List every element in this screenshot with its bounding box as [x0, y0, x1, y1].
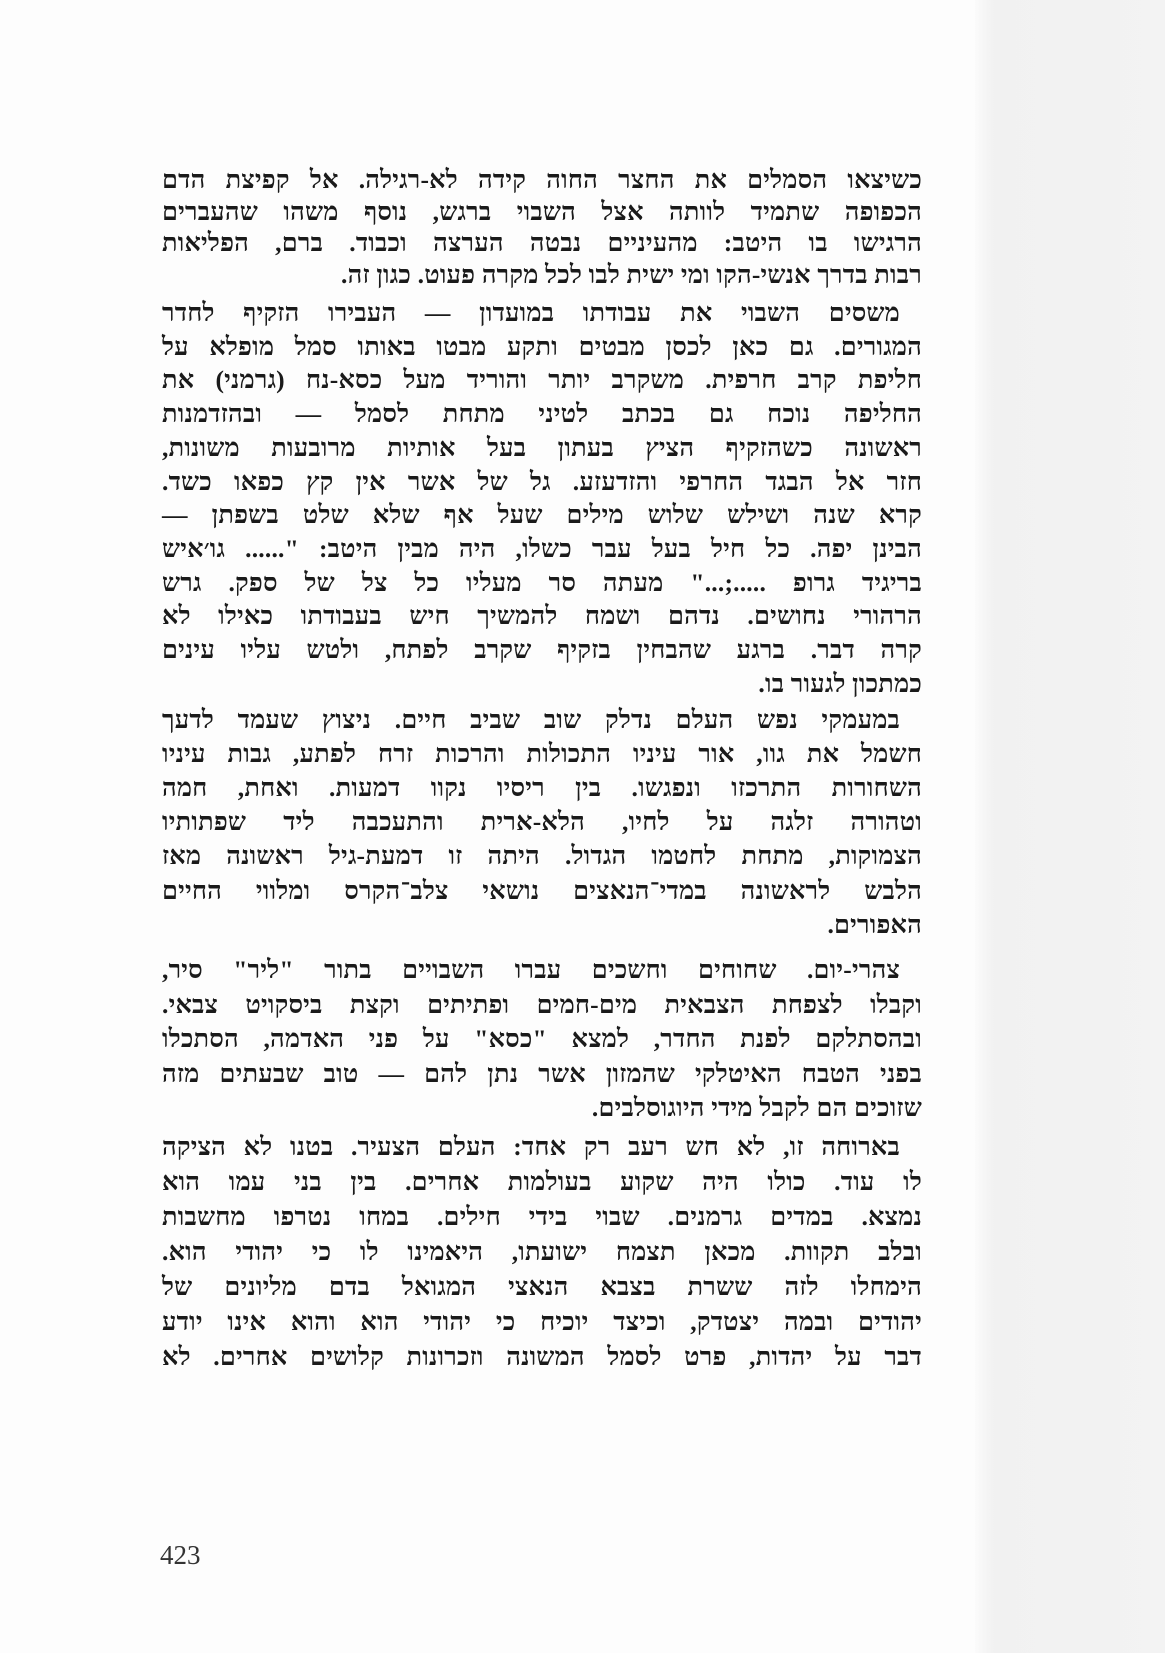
- text-line: שזוכים הם לקבל מידי היוגוסלבים.: [591, 1093, 922, 1122]
- page-number: 423: [160, 1540, 201, 1570]
- text-line: במעמקי נפש העלם נדלק שוב שביב חיים. ניצוץ שעמד לדעך: [162, 705, 900, 734]
- text-line: הרהורי נחושים. נדהם ושמח להמשיך חיש בעבודתו כאילו לא: [162, 601, 922, 631]
- text-line: הכפופה שתמיד לוותה אצל השבוי ברגש, נוסף משהו שהעברים: [162, 196, 922, 226]
- text-line: רבות בדרך אנשי-הקו ומי ישית לבו לכל מקרה פעוט. כגון זה.: [341, 259, 922, 289]
- text-line: הבינן יפה. כל חיל בעל עבר כשלו, היה מבין היטב: "...... גו׳איש: [162, 533, 922, 563]
- text-line: חליפת קרב חרפית. משקרב יותר והוריד מעל כסא-נח (גרמני) את: [162, 365, 922, 395]
- text-line: וטהורה זלגה על לחיו, הלא-ארית והתעכבה ליד שפתותיו: [162, 807, 922, 837]
- text-line: האפורים.: [827, 909, 922, 939]
- text-line: המגורים. גם כאן לכסן מבטים ותקע מבטו באותו סמל מופלא על: [162, 331, 922, 361]
- text-line: החליפה נוכח גם בכתב לטיני מתחת לסמל — ובהזדמנות: [162, 399, 922, 429]
- text-line: קרא שנה ושילש שלוש מילים שעל אף שלא שלט בשפתן —: [162, 500, 922, 530]
- text-line: צהרי-יום. שחוחים וחשכים עברו השבויים בתור "ליר" סיר,: [162, 955, 900, 984]
- text-line: הצמוקות, מתחת לחטמו הגדול. היתה זו דמעת-גיל ראשונה מאז: [162, 841, 922, 871]
- text-line: השחורות התרכזו ונפגשו. בין ריסיו נקוו דמעות. ואחת, חמה: [162, 773, 922, 803]
- text-line: ובהסתלקם לפנת החדר, למצא "כסא" על פני האדמה, הסתכלו: [162, 1024, 922, 1053]
- text-line: נמצא. במדים גרמנים. שבוי בידי חילים. במחו נטרפו מחשבות: [162, 1202, 922, 1231]
- text-line: הרגישו בו היטב: מהעיניים נבטה הערצה וכבוד. ברם, הפליאות: [162, 228, 922, 257]
- text-line: משסים השבוי את עבודתו במועדון — העבירו הזקיף לחדר: [162, 298, 900, 327]
- text-line: הימחלו לזה ששרת בצבא הנאצי המגואל בדם מליונים של: [162, 1272, 922, 1301]
- text-line: בארוחה זו, לא חש רעב רק אחד: העלם הצעיר. בטנו לא הציקה: [162, 1132, 900, 1161]
- text-line: דבר על יהדות, פרט לסמל המשונה וזכרונות קלושים אחרים. לא: [162, 1342, 922, 1371]
- text-line: לו עוד. כולו היה שקוע בעולמות אחרים. בין בני עמו הוא: [162, 1167, 922, 1196]
- text-line: קרה דבר. ברגע שהבחין בזקיף שקרב לפתח, ולטש עליו עינים: [162, 635, 922, 664]
- text-line: כמתכון לגעור בו.: [758, 668, 922, 698]
- text-line: הלבש לראשונה במדי־הנאצים נושאי צלב־הקרס ומלווי החיים: [162, 875, 922, 905]
- text-line: חשמל את גוו, אור עיניו התכולות והרכות זרח לפתע, גבות עיניו: [162, 739, 922, 769]
- text-line: כשיצאו הסמלים את החצר החוה קידה לא-רגילה. אל קפיצת הדם: [162, 165, 922, 194]
- text-line: ראשונה כשהזקיף הציץ בעתון בעל אותיות מרובעות משונות,: [162, 432, 922, 462]
- text-line: בריגיד גרופ .....;..." מעתה סר מעליו כל צל של ספק. גרש: [162, 567, 922, 597]
- text-line: ובלב תקוות. מכאן תצמח ישועתו, היאמינו לו כי יהודי הוא.: [162, 1237, 922, 1266]
- text-line: חזר אל הבגד החרפי והזדעזע. גל של אשר אין קץ כפאו כשד.: [162, 466, 922, 496]
- text-line: בפני הטבח האיטלקי שהמזון אשר נתן להם — טוב שבעתים מזה: [162, 1058, 922, 1088]
- text-line: וקבלו לצפחת הצבאית מים-חמים ופתיתים וקצת ביסקויט צבאי.: [162, 989, 922, 1019]
- text-line: יהודים ובמה יצטדק, וכיצד יוכיח כי יהודי הוא והוא אינו יודע: [162, 1307, 922, 1336]
